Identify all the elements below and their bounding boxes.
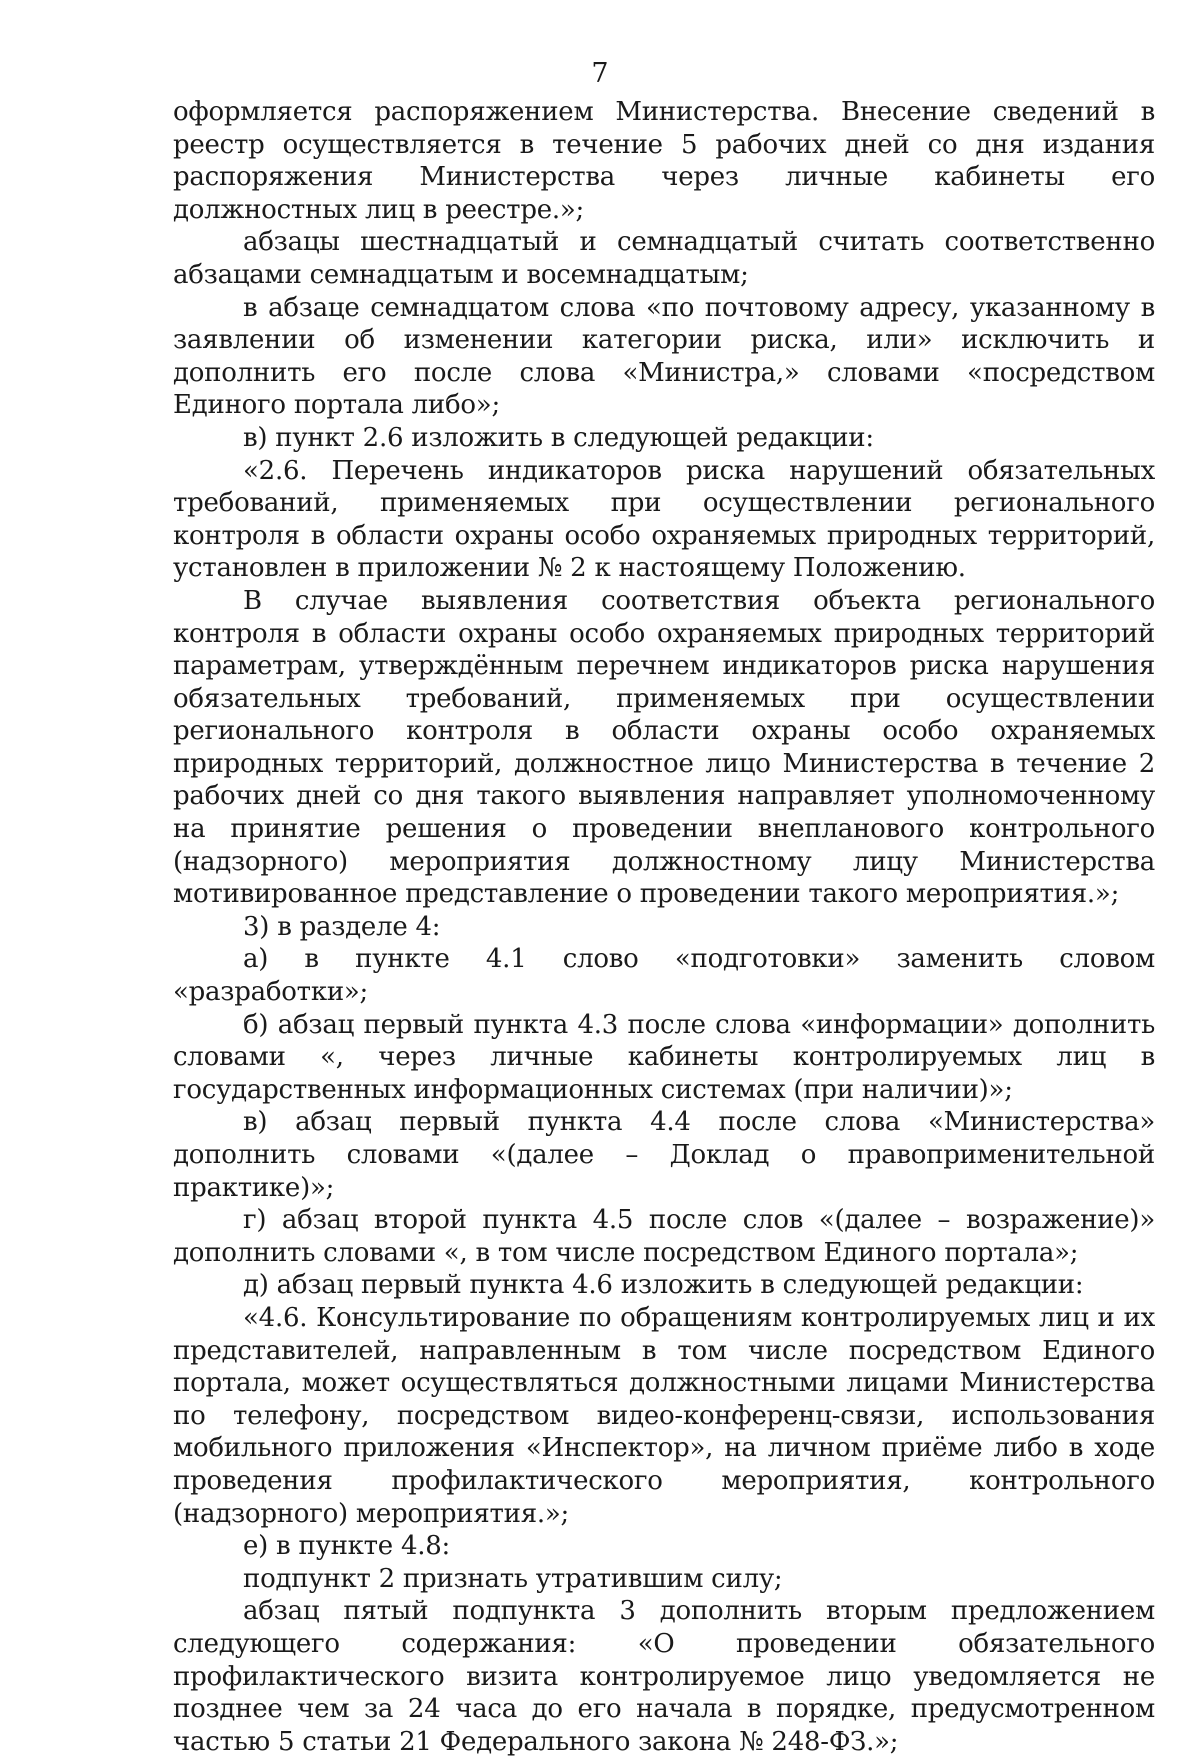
document-body — [173, 96, 1155, 1758]
paragraph: г) абзац второй пункта 4.5 после слов «(далее – возражение)» дополнить словами «, в том числе посредством Единого портала»; — [173, 1205, 1155, 1268]
paragraph: подпункт 2 признать утратившим силу; — [243, 1563, 783, 1594]
paragraph: абзацы шестнадцатый и семнадцатый считать соответственно абзацами семнадцатым и восемнадцатым; — [173, 227, 1155, 290]
paragraph: «4.6. Консультирование по обращениям контролируемых лиц и их представителей, направленным в том числе посредством Единого портала, может осуществляться должностными лицами Министерства по телефону, посредством видео-конференц-связи, использования мобильного приложения «Инспектор», на личном приёме либо в ходе проведения профилактического мероприятия, контрольного (надзорного) мероприятия.»; — [173, 1302, 1155, 1529]
paragraph: а) в пункте 4.1 слово «подготовки» заменить словом «разработки»; — [173, 944, 1155, 1008]
paragraph: «2.6. Перечень индикаторов риска нарушений обязательных требований, применяемых при осуществлении регионального контроля в области охраны особо охраняемых природных территорий, установлен в приложении № 2 к настоящему Положению. — [173, 455, 1155, 584]
paragraph: д) абзац первый пункта 4.6 изложить в следующей редакции: — [243, 1270, 1084, 1301]
paragraph: б) абзац первый пункта 4.3 после слова «информации» дополнить словами «, через личные кабинеты контролируемых лиц в государственных информационных системах (при наличии)»; — [173, 1009, 1155, 1105]
paragraph: в абзаце семнадцатом слова «по почтовому адресу, указанному в заявлении об изменении категории риска, или» исключить и дополнить его после слова «Министра,» словами «посредством Единого портала либо»; — [173, 292, 1155, 421]
paragraph: абзац пятый подпункта 3 дополнить вторым предложением следующего содержания: «О проведении обязательного профилактического визита контролируемое лицо уведомляется не позднее чем за 24 часа до его начала в порядке, предусмотренном частью 5 статьи 21 Федерального закона № 248-ФЗ.»; — [173, 1596, 1155, 1757]
paragraph-continuation: оформляется распоряжением Министерства. Внесение сведений в реестр осуществляется в течение 5 рабочих дней со дня издания распоряжения Министерства через личные кабинеты его должностных лиц в реестре.»; — [173, 97, 1155, 225]
page-number: 7 — [591, 58, 609, 89]
paragraph: 3) в разделе 4: — [243, 911, 441, 942]
paragraph: е) в пункте 4.8: — [243, 1531, 451, 1562]
paragraph: в) абзац первый пункта 4.4 после слова «Министерства» дополнить словами «(далее – Доклад о правоприменительной практике)»; — [173, 1107, 1155, 1203]
paragraph: в) пункт 2.6 изложить в следующей редакции: — [243, 422, 874, 453]
paragraph: В случае выявления соответствия объекта регионального контроля в области охраны особо охраняемых природных территорий параметрам, утверждённым перечнем индикаторов риска нарушения обязательных требований, применяемых при осуществлении регионального контроля в области охраны особо охраняемых природных территорий, должностное лицо Министерства в течение 2 рабочих дней со дня такого выявления направляет уполномоченному на принятие решения о проведении внепланового контрольного (надзорного) мероприятия должностному лицу Министерства мотивированное представление о проведении такого мероприятия.»; — [173, 585, 1155, 910]
